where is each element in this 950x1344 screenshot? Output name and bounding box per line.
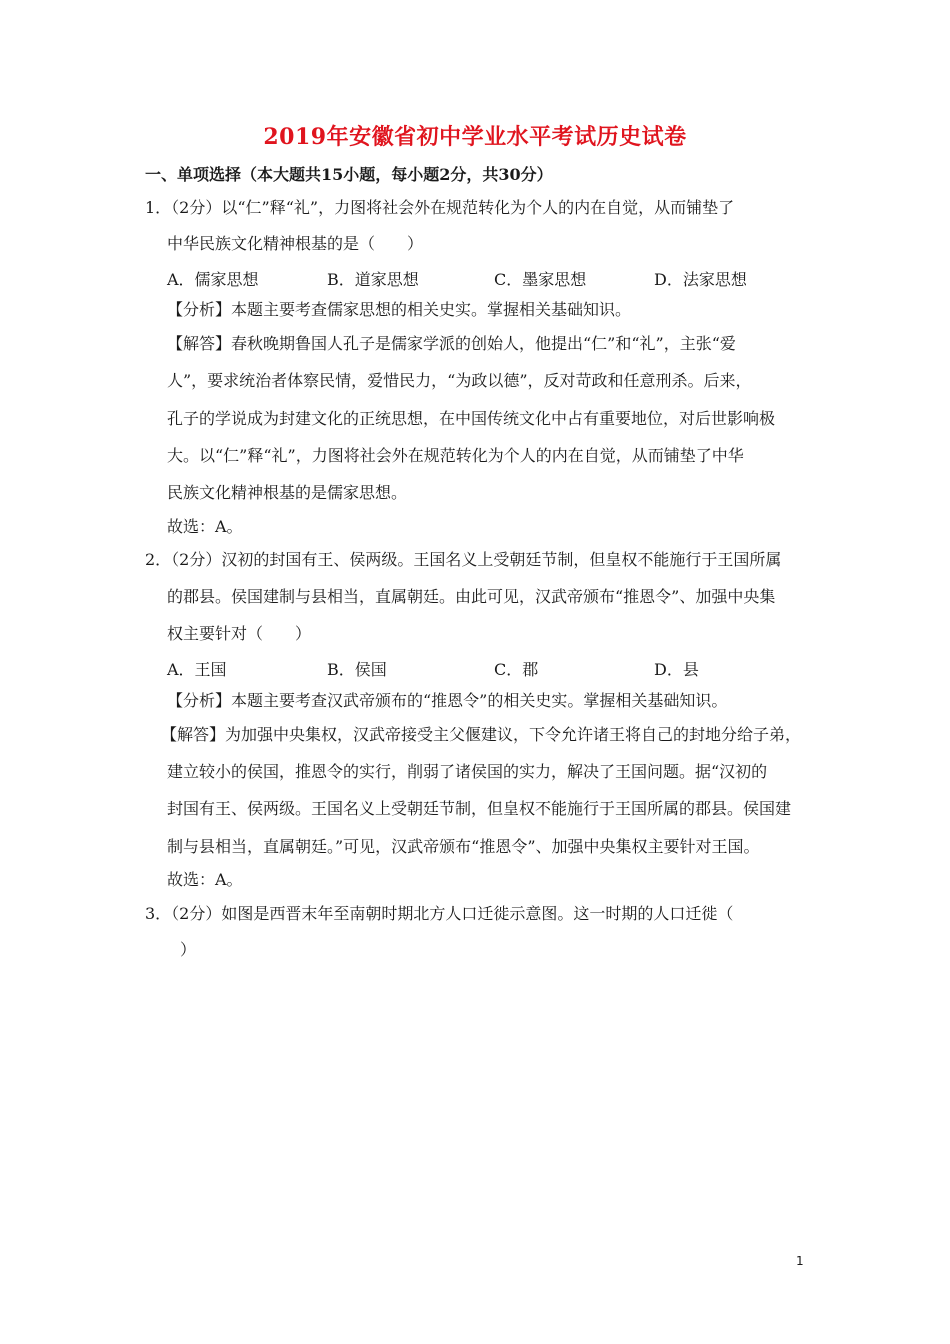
- q2-option-a: A．王国: [167, 660, 227, 679]
- q2-stem-line-2: 的郡县。侯国建制与县相当，直属朝廷。由此可见，汉武帝颁布“推恩令”、加强中央集: [167, 587, 776, 606]
- page-number: 1: [796, 1254, 804, 1268]
- q2-choice: 故选：A。: [167, 870, 243, 889]
- q1-answer-line-1: 【解答】春秋晚期鲁国人孔子是儒家学派的创始人，他提出“仁”和“礼”，主张“爱: [167, 334, 736, 353]
- q2-stem-line-1: 2．（2分）汉初的封国有王、侯两级。王国名义上受朝廷节制，但皇权不能施行于王国所属: [145, 550, 782, 569]
- q2-option-d: D．县: [654, 660, 699, 679]
- q1-answer-line-5: 民族文化精神根基的是儒家思想。: [167, 483, 408, 502]
- q2-answer-line-4: 制与县相当，直属朝廷。”可见，汉武帝颁布“推恩令”、加强中央集权主要针对王国。: [167, 837, 760, 856]
- q2-options: [167, 657, 807, 677]
- q1-answer-line-3: 孔子的学说成为封建文化的正统思想，在中国传统文化中占有重要地位，对后世影响极: [167, 409, 776, 428]
- q2-option-c: C．郡: [494, 660, 539, 679]
- q1-option-c: C．墨家思想: [494, 270, 587, 289]
- q1-option-a: A．儒家思想: [167, 270, 259, 289]
- q1-answer-line-2: 人”，要求统治者体察民情，爱惜民力，“为政以德”，反对苛政和任意刑杀。后来，: [167, 371, 752, 390]
- q2-answer-line-1: 【解答】为加强中央集权，汉武帝接受主父偃建议，下令允许诸王将自己的封地分给子弟，: [161, 725, 802, 744]
- q3-stem-line-2: ）: [180, 940, 197, 959]
- q1-answer-line-4: 大。以“仁”释“礼”，力图将社会外在规范转化为个人的内在自觉，从而铺垫了中华: [167, 446, 744, 465]
- q1-stem-line-1: 1．（2分）以“仁”释“礼”，力图将社会外在规范转化为个人的内在自觉，从而铺垫了: [145, 198, 735, 217]
- q1-option-b: B．道家思想: [327, 270, 419, 289]
- q1-options: [167, 267, 807, 287]
- q1-choice: 故选：A。: [167, 517, 243, 536]
- q2-answer-line-2: 建立较小的侯国，推恩令的实行，削弱了诸侯国的实力，解决了王国问题。据“汉初的: [167, 762, 768, 781]
- q2-stem-line-3: 权主要针对（ ）: [167, 624, 312, 643]
- q3-stem-line-1: 3．（2分）如图是西晋末年至南朝时期北方人口迁徙示意图。这一时期的人口迁徙（: [145, 904, 734, 923]
- q2-answer-line-3: 封国有王、侯两级。王国名义上受朝廷节制，但皇权不能施行于王国所属的郡县。侯国建: [167, 799, 792, 818]
- q1-option-d: D．法家思想: [654, 270, 747, 289]
- section-heading: 一、单项选择（本大题共15小题，每小题2分，共30分）: [145, 165, 553, 184]
- q1-analysis: 【分析】本题主要考查儒家思想的相关史实。掌握相关基础知识。: [167, 300, 632, 319]
- exam-title: 2019年安徽省初中学业水平考试历史试卷: [263, 124, 687, 150]
- q1-stem-line-2: 中华民族文化精神根基的是（ ）: [167, 234, 424, 253]
- q2-analysis: 【分析】本题主要考查汉武帝颁布的“推恩令”的相关史实。掌握相关基础知识。: [167, 691, 728, 710]
- q2-option-b: B．侯国: [327, 660, 387, 679]
